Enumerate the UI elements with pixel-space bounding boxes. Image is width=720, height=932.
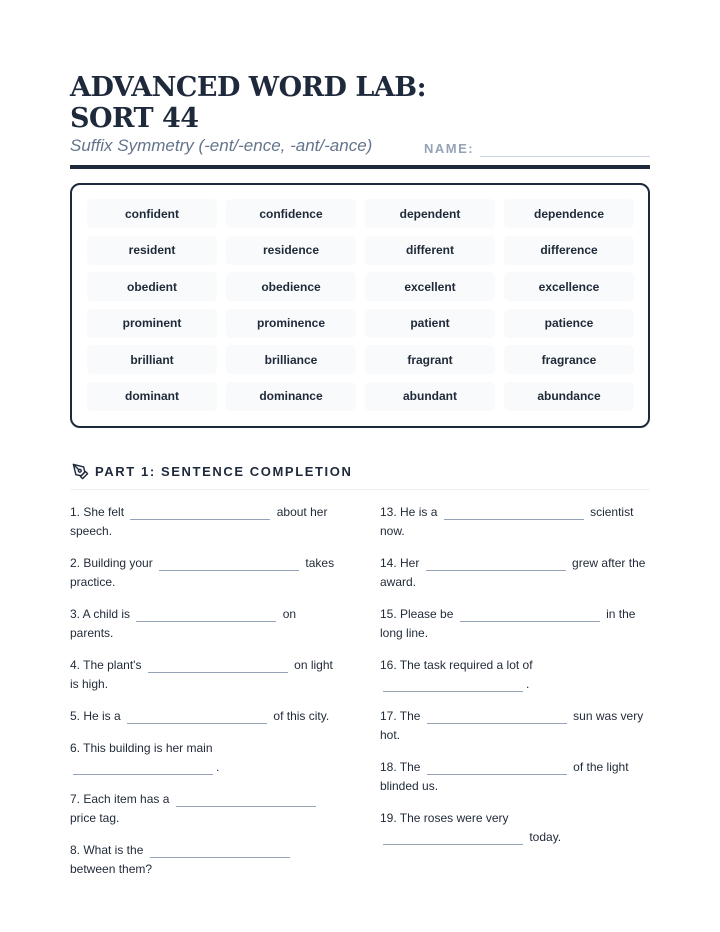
question-text-before: 1. She felt [70,505,125,519]
question-text-before: 5. He is a [70,709,121,723]
answer-blank[interactable] [159,557,299,571]
question-text-before: 4. The plant's [70,658,142,672]
word-card: difference [504,236,634,265]
word-card: dependent [365,199,495,228]
word-card: patience [504,309,634,338]
question-text-before: 15. Please be [380,607,454,621]
question-item [70,739,340,777]
title-line-1: ADVANCED WORD LAB: [70,72,427,103]
question-item [70,707,340,726]
word-card: different [365,236,495,265]
header-divider [70,165,650,169]
answer-blank[interactable] [176,793,316,807]
question-text-before: 8. What is the [70,843,144,857]
question-item [380,809,650,847]
question-text-after: . [526,677,530,691]
question-text-after: of the light blinded us. [380,760,629,793]
question-item [380,758,650,796]
answer-blank[interactable] [444,506,584,520]
answer-blank[interactable] [73,761,213,775]
answer-blank[interactable] [148,659,288,673]
answer-blank[interactable] [383,831,523,845]
question-text-after: . [216,760,220,774]
question-text-before: 6. This building is her main [70,741,213,755]
question-item [70,656,340,694]
question-text-before: 13. He is a [380,505,438,519]
question-text-before: 18. The [380,760,421,774]
word-card: dominance [226,382,356,411]
question-text-after: of this city. [273,709,330,723]
word-card: brilliance [226,345,356,374]
word-card: prominence [226,309,356,338]
part-1-title: PART 1: SENTENCE COMPLETION [95,464,353,479]
question-text-before: 7. Each item has a [70,792,170,806]
word-card: brilliant [87,345,217,374]
question-item [70,503,340,541]
question-item [380,554,650,592]
word-card: obedience [226,272,356,301]
word-card: confidence [226,199,356,228]
subtitle-row [70,136,650,160]
title-line-2: SORT 44 [70,103,199,134]
question-text-before: 17. The [380,709,421,723]
answer-blank[interactable] [427,761,567,775]
question-text-after: grew after the award. [380,556,646,589]
question-item [380,605,650,643]
question-text-before: 3. A child is [70,607,131,621]
answer-blank[interactable] [130,506,270,520]
question-item [70,554,340,592]
name-label: NAME: [424,141,475,156]
word-card: dependence [504,199,634,228]
word-card: fragrance [504,345,634,374]
word-card: resident [87,236,217,265]
question-text-after: in the long line. [380,607,636,640]
word-card: confident [87,199,217,228]
question-text-before: 16. The task required a lot of [380,658,533,672]
question-item [380,707,650,745]
answer-blank[interactable] [427,710,567,724]
question-text-before: 14. Her [380,556,420,570]
answer-blank[interactable] [383,678,523,692]
question-text-after: takes practice. [70,556,335,589]
question-item [70,841,340,879]
word-card: excellence [504,272,634,301]
question-text-after: between them? [70,862,153,876]
answer-blank[interactable] [127,710,267,724]
question-item [380,656,650,694]
question-text-after: today. [529,830,562,844]
word-card: abundant [365,382,495,411]
word-card: dominant [87,382,217,411]
answer-blank[interactable] [460,608,600,622]
question-text-after: price tag. [70,811,120,825]
name-field[interactable] [480,156,650,157]
answer-blank[interactable] [150,844,290,858]
question-text-after: about her speech. [70,505,328,538]
questions-left-column [70,503,340,892]
question-item [70,605,340,643]
question-text-after: scientist now. [380,505,634,538]
question-item [70,790,340,828]
word-card: fragrant [365,345,495,374]
word-grid [87,199,633,411]
question-text-after: sun was very hot. [380,709,644,742]
word-card: obedient [87,272,217,301]
part-1-heading [70,462,650,490]
answer-blank[interactable] [136,608,276,622]
page-title [70,72,426,134]
word-card: residence [226,236,356,265]
pen-nib-icon [72,463,89,480]
questions-right-column [380,503,650,860]
question-text-before: 19. The roses were very [380,811,509,825]
page-subtitle: Suffix Symmetry (-ent/-ence, -ant/-ance) [70,136,373,155]
word-sort-box [70,183,650,428]
question-text-after: on parents. [70,607,297,640]
word-card: patient [365,309,495,338]
word-card: excellent [365,272,495,301]
answer-blank[interactable] [426,557,566,571]
word-card: abundance [504,382,634,411]
question-item [380,503,650,541]
question-text-after: on light is high. [70,658,333,691]
question-text-before: 2. Building your [70,556,153,570]
word-card: prominent [87,309,217,338]
